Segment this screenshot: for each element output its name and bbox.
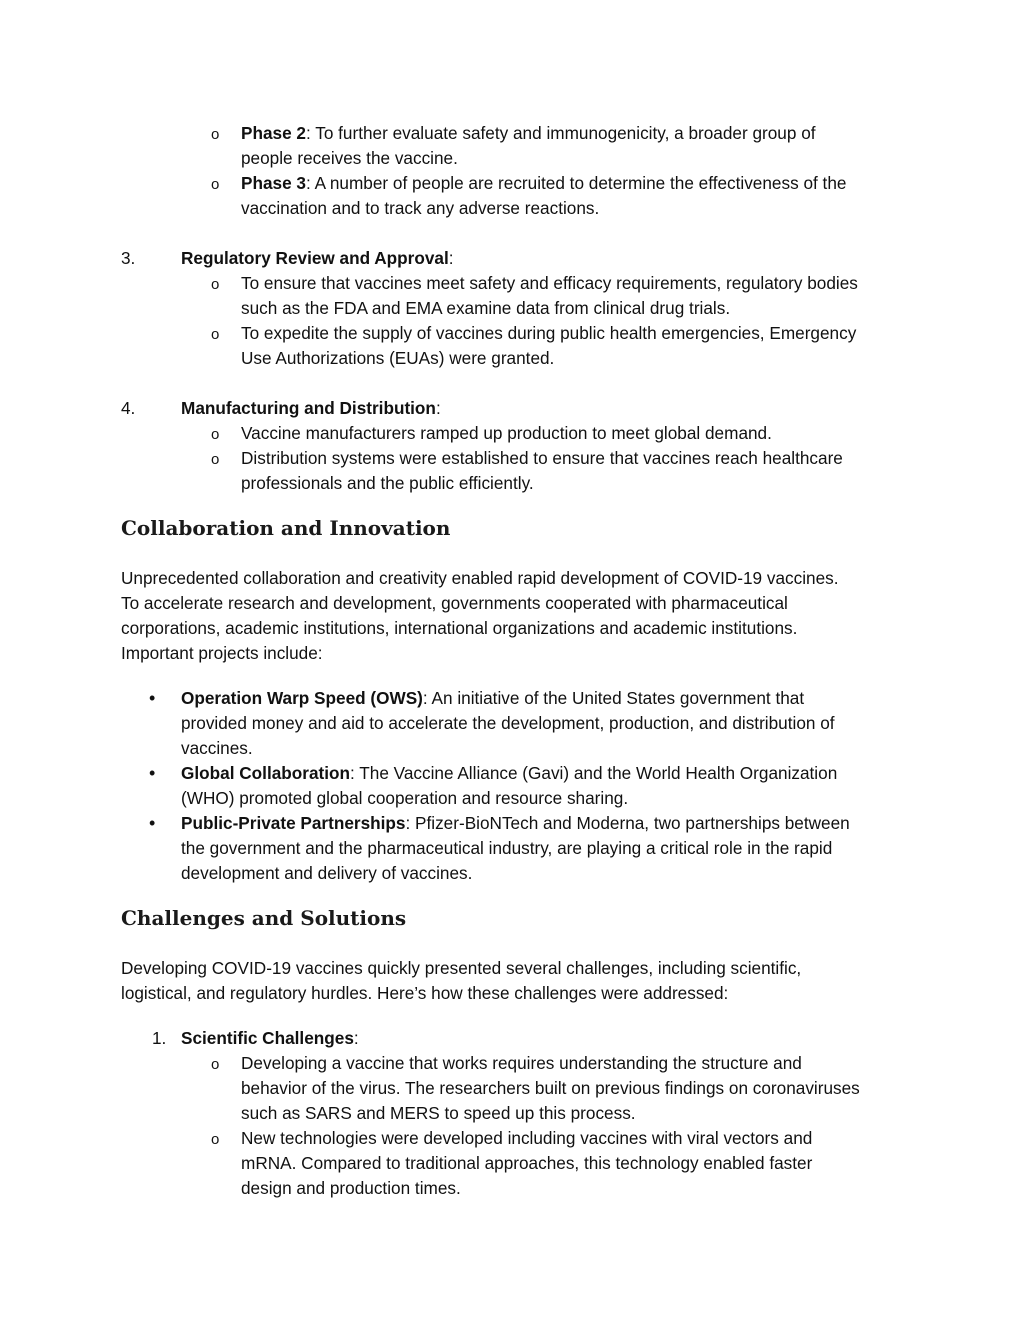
- step3-item2-line1: To expedite the supply of vaccines during public health emergencies, Emergency: [241, 323, 857, 343]
- bullet-ppp-line2: the government and the pharmaceutical industry, are playing a critical role in the rapid: [181, 838, 833, 858]
- bullet-ows-line3: vaccines.: [181, 738, 253, 758]
- challenge1-number: 1.: [152, 1028, 167, 1048]
- step3-item1-line1: To ensure that vaccines meet safety and efficacy requirements, regulatory bodies: [241, 273, 858, 293]
- challenge1-sub2-line2: mRNA. Compared to traditional approaches, this technology enabled faster: [241, 1153, 813, 1173]
- collab-para-line4: Important projects include:: [121, 643, 323, 663]
- bullet-ppp-label: Public-Private Partnerships: [181, 813, 406, 833]
- bullet-global-text: : The Vaccine Alliance (Gavi) and the World Health Organization: [350, 763, 838, 783]
- sub-bullet-marker: o: [211, 451, 220, 468]
- sub-bullet-marker: o: [211, 426, 220, 443]
- step3-title: Regulatory Review and Approval: [181, 248, 449, 268]
- collaboration-heading: Collaboration and Innovation: [121, 516, 451, 540]
- challenge1-title: Scientific Challenges: [181, 1028, 354, 1048]
- challenges-heading: Challenges and Solutions: [121, 906, 407, 930]
- bullet-ows-label: Operation Warp Speed (OWS): [181, 688, 423, 708]
- phase2-text: : To further evaluate safety and immunogenicity, a broader group of: [305, 123, 816, 143]
- sub-bullet-marker: o: [211, 276, 220, 293]
- challenge1-sub1-line1: Developing a vaccine that works requires understanding the structure and: [241, 1053, 802, 1073]
- challenge1-title-line: [181, 1026, 359, 1051]
- challenge1-sub1-line3: such as SARS and MERS to speed up this process.: [241, 1103, 636, 1123]
- challenges-para-line1: Developing COVID-19 vaccines quickly presented several challenges, including scientific,: [121, 958, 802, 978]
- bullet-ows-line1: [181, 686, 804, 711]
- phase3-text: : A number of people are recruited to determine the effectiveness of the: [305, 173, 847, 193]
- collab-para-line1: Unprecedented collaboration and creativity enabled rapid development of COVID-19 vaccines.: [121, 568, 839, 588]
- step4-title: Manufacturing and Distribution: [181, 398, 436, 418]
- step4-title-line: [181, 396, 441, 421]
- bullet-ppp-line3: development and delivery of vaccines.: [181, 863, 473, 883]
- bullet-ows-text: : An initiative of the United States government that: [422, 688, 805, 708]
- step3-title-line: [181, 246, 454, 271]
- step4-number: 4.: [121, 398, 136, 418]
- phase2-line1: [241, 121, 816, 146]
- bullet-global-label: Global Collaboration: [181, 763, 351, 783]
- sub-bullet-marker: o: [211, 126, 220, 143]
- step3-item1-line2: such as the FDA and EMA examine data from clinical drug trials.: [241, 298, 731, 318]
- step4-item2-line2: professionals and the public efficiently.: [241, 473, 534, 493]
- bullet-marker: •: [149, 688, 156, 708]
- challenge1-colon: :: [353, 1028, 359, 1048]
- step3-number: 3.: [121, 248, 136, 268]
- challenges-para-line2: logistical, and regulatory hurdles. Here’s how these challenges were addressed:: [121, 983, 729, 1003]
- challenge1-sub2-line3: design and production times.: [241, 1178, 461, 1198]
- bullet-ppp-text: : Pfizer-BioNTech and Moderna, two partnerships between: [405, 813, 850, 833]
- sub-bullet-marker: o: [211, 326, 220, 343]
- sub-bullet-marker: o: [211, 1056, 220, 1073]
- bullet-ows-line2: provided money and aid to accelerate the development, production, and distribution of: [181, 713, 835, 733]
- phase2-label: Phase 2: [241, 123, 306, 143]
- sub-bullet-marker: o: [211, 176, 220, 193]
- phase3-line1: [241, 171, 846, 196]
- collab-para-line3: corporations, academic institutions, international organizations and academic institutions.: [121, 618, 798, 638]
- bullet-marker: •: [149, 813, 156, 833]
- bullet-global-line2: (WHO) promoted global cooperation and resource sharing.: [181, 788, 629, 808]
- step4-colon: :: [435, 398, 441, 418]
- bullet-ppp-line1: [181, 811, 850, 836]
- step4-item1-line1: Vaccine manufacturers ramped up production to meet global demand.: [241, 423, 772, 443]
- sub-bullet-marker: o: [211, 1131, 220, 1148]
- challenge1-sub1-line2: behavior of the virus. The researchers built on previous findings on coronaviruses: [241, 1078, 860, 1098]
- phase3-label: Phase 3: [241, 173, 306, 193]
- phase2-line2: people receives the vaccine.: [241, 148, 458, 168]
- bullet-marker: •: [149, 763, 156, 783]
- challenge1-sub2-line1: New technologies were developed including vaccines with viral vectors and: [241, 1128, 813, 1148]
- phase3-line2: vaccination and to track any adverse reactions.: [241, 198, 600, 218]
- step3-colon: :: [448, 248, 454, 268]
- step4-item2-line1: Distribution systems were established to ensure that vaccines reach healthcare: [241, 448, 843, 468]
- bullet-global-line1: [181, 761, 837, 786]
- collab-para-line2: To accelerate research and development, governments cooperated with pharmaceutical: [121, 593, 788, 613]
- step3-item2-line2: Use Authorizations (EUAs) were granted.: [241, 348, 555, 368]
